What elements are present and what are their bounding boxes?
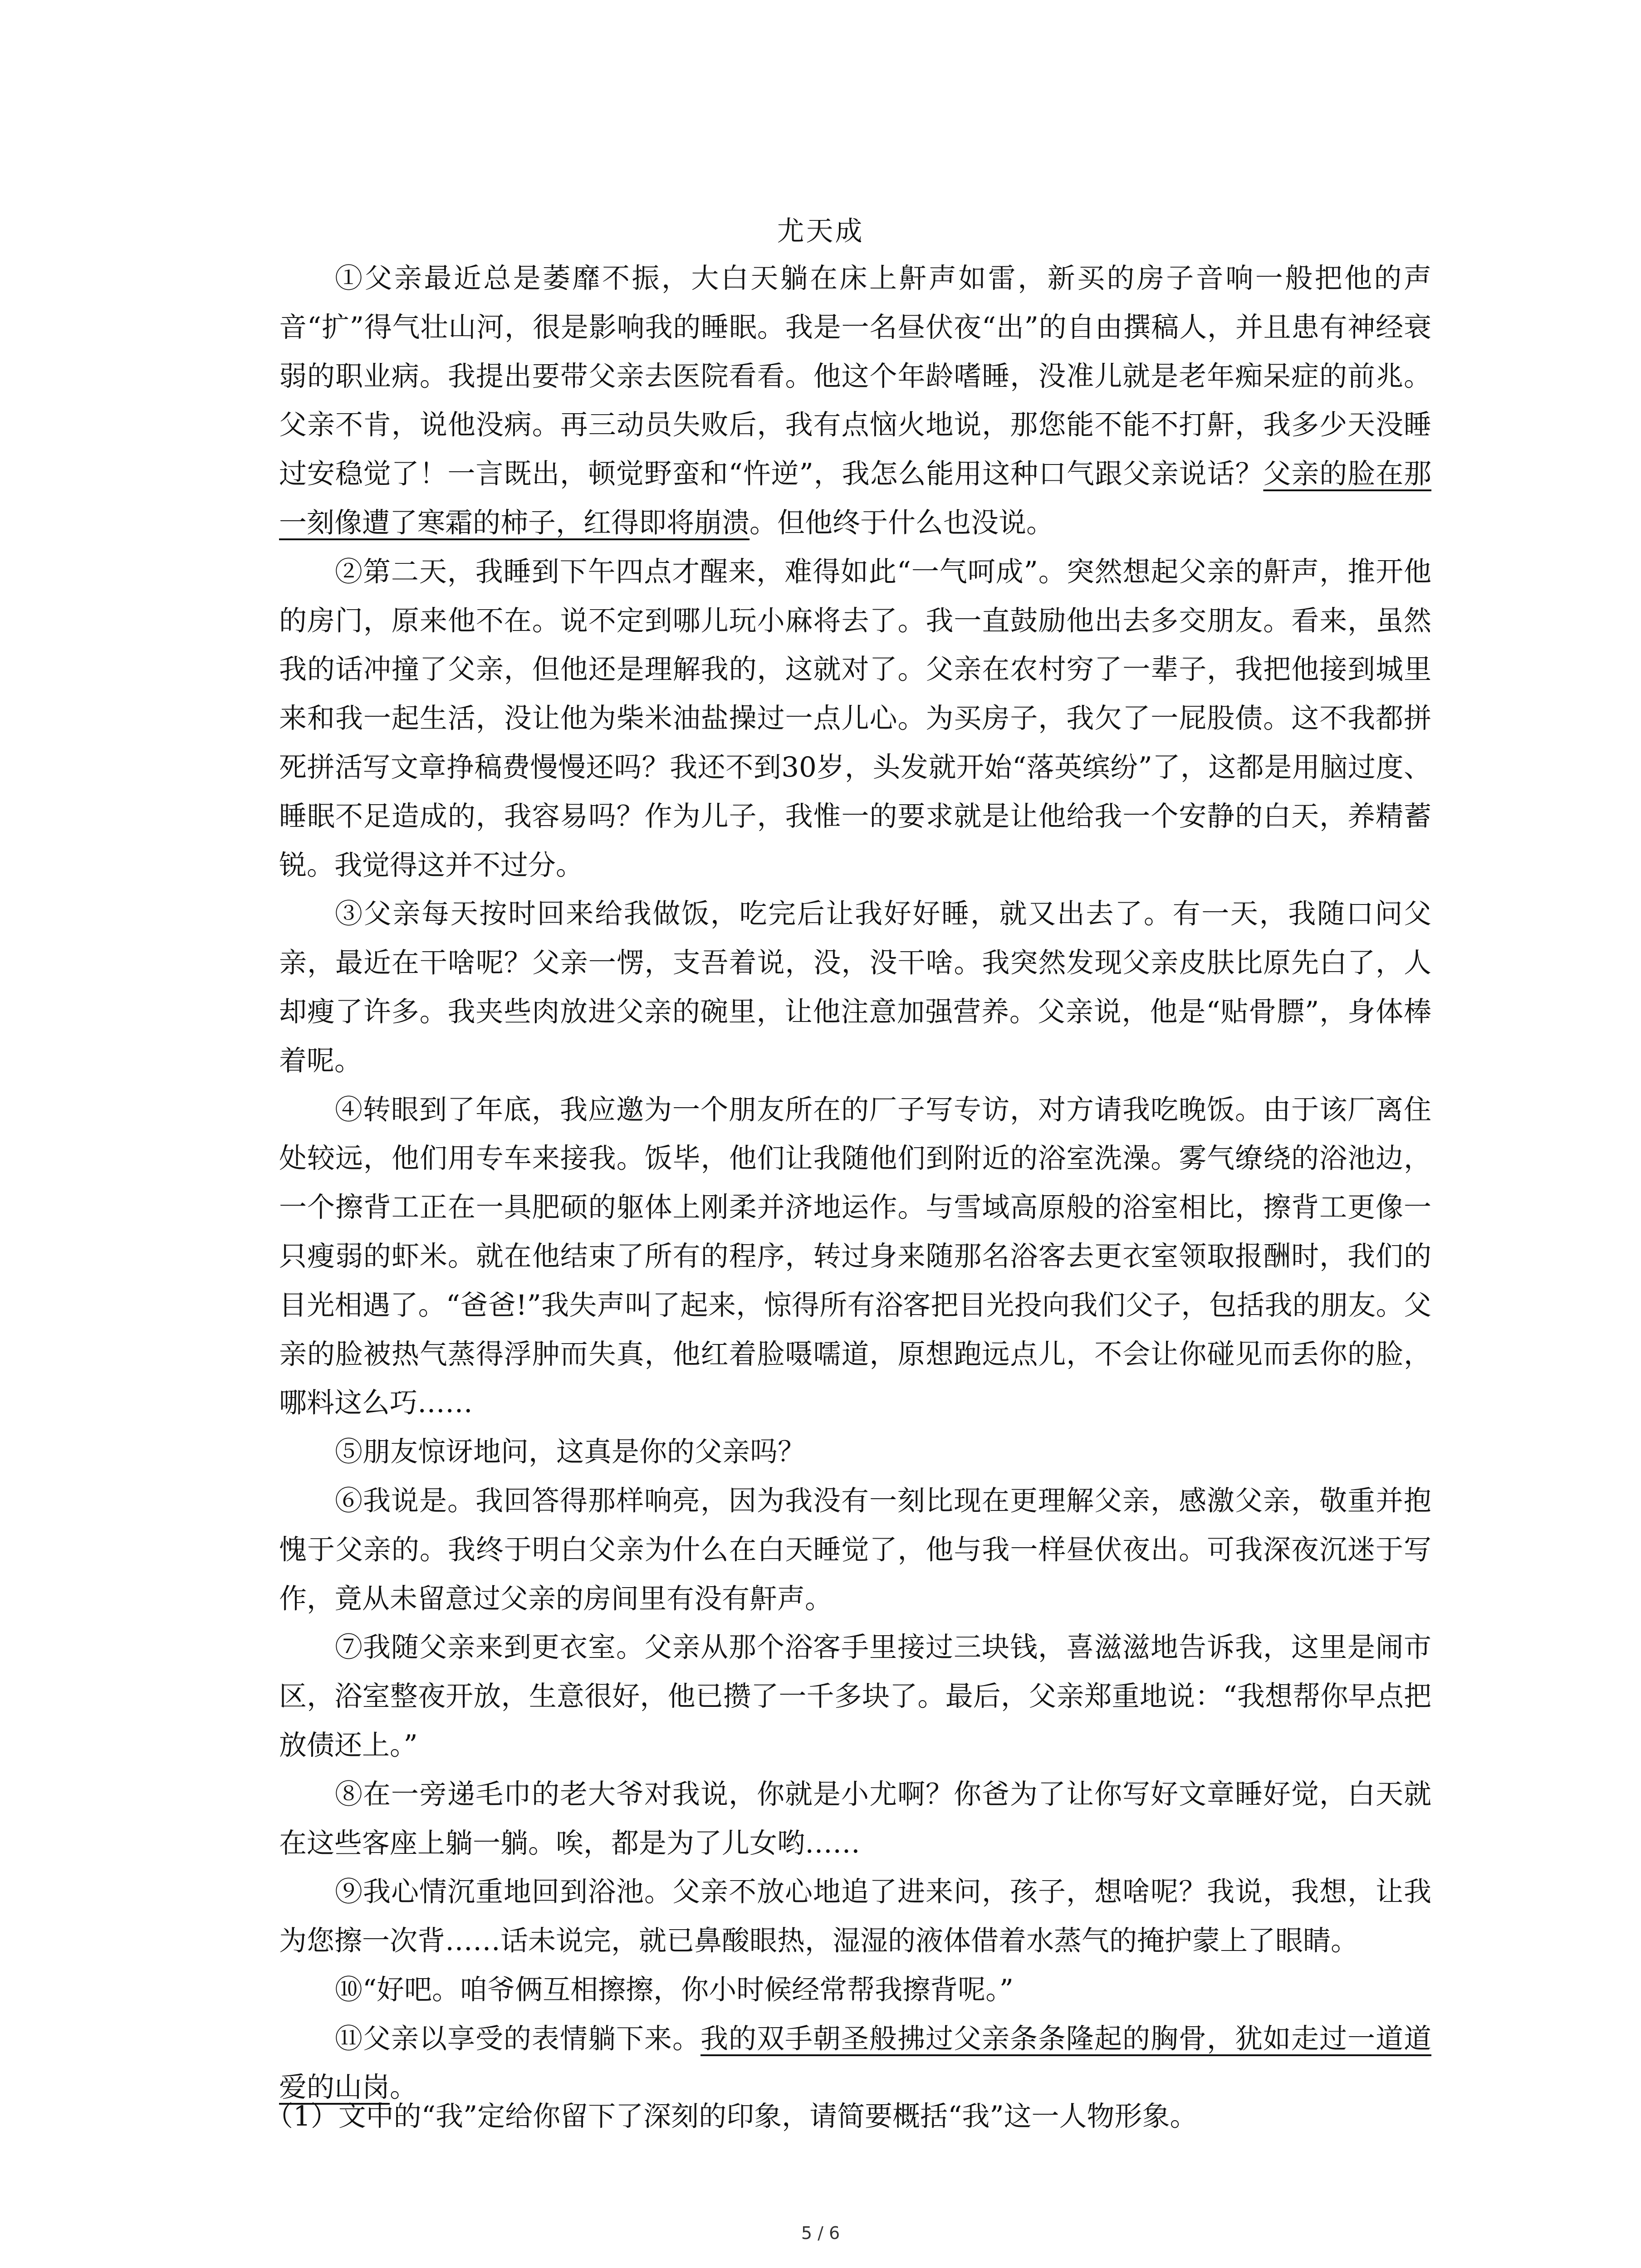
paragraph-9 [279,1867,1431,1965]
paragraph-2 [279,547,1431,890]
paragraph-text: ⑩“好吧。咱爷俩互相擦擦，你小时候经常帮我擦背呢。” [335,1973,1014,2006]
paragraph-text: ⑪父亲以享受的表情躺下来。 [335,2022,700,2055]
paragraph-8 [279,1770,1431,1868]
paragraph-text: ⑧在一旁递毛巾的老大爷对我说，你就是小尤啊？你爸为了让你写好文章睡好觉，白天就在这些客座上躺一躺。唉，都是为了儿女哟…… [279,1778,1431,1859]
paragraph-5 [279,1427,1431,1476]
paragraph-1 [279,254,1431,547]
paragraph-text: ⑦我随父亲来到更衣室。父亲从那个浴客手里接过三块钱，喜滋滋地告诉我，这里是闹市区，浴室整夜开放，生意很好，他已攒了一千多块了。最后，父亲郑重地说：“我想帮你早点把放债还上。” [279,1631,1431,1761]
page-number: 5 / 6 [801,2223,840,2243]
paragraph-3 [279,890,1431,1085]
paragraph-text: ⑨我心情沉重地回到浴池。父亲不放心地追了进来问，孩子，想啥呢？我说，我想，让我为您擦一次背……话未说完，就已鼻酸眼热，湿湿的液体借着水蒸气的掩护蒙上了眼睛。 [279,1876,1431,1957]
author-name: 尤天成 [777,215,864,247]
paragraph-text: ③父亲每天按时回来给我做饭，吃完后让我好好睡，就又出去了。有一天，我随口问父亲，最近在干啥呢？父亲一愣，支吾着说，没，没干啥。我突然发现父亲皮肤比原先白了，人却瘦了许多。我夹些肉放进父亲的碗里，让他注意加强营养。父亲说，他是“贴骨膘”，身体棒着呢。 [279,898,1431,1077]
underlined-sentence: 我的双手朝圣般拂过父亲条条隆起的胸骨，犹如走过一道道爱的山岗 [279,2022,1431,2104]
paragraph-text-end: 。但他终于什么也没说。 [749,506,1054,539]
article-body [279,254,1431,2112]
paragraph-text: ⑤朋友惊讶地问，这真是你的父亲吗？ [335,1436,806,1468]
paragraph-text: ①父亲最近总是萎靡不振，大白天躺在床上鼾声如雷，新买的房子音响一般把他的声音“扩”得气壮山河，很是影响我的睡眠。我是一名昼伏夜“出”的自由撰稿人，并且患有神经衰弱的职业病。我提出要带父亲去医院看看。他这个年龄嗜睡，没准儿就是老年痴呆症的前兆。父亲不肯，说他没病。再三动员失败后，我有点恼火地说，那您能不能不打鼾，我多少天没睡过安稳觉了！一言既出，顿觉野蛮和“忤逆”，我怎么能用这种口气跟父亲说话？ [279,262,1431,490]
paragraph-text-end: 。 [390,2071,418,2104]
paragraph-text: ⑥我说是。我回答得那样响亮，因为我没有一刻比现在更理解父亲，感激父亲，敬重并抱愧于父亲的。我终于明白父亲为什么在白天睡觉了，他与我一样昼伏夜出。可我深夜沉迷于写作，竟从未留意过父亲的房间里有没有鼾声。 [279,1484,1431,1615]
underlined-sentence: 父亲的脸在那一刻像遭了寒霜的柿子，红得即将崩溃 [279,458,1431,539]
paragraph-6 [279,1476,1431,1623]
question-1: （1）文中的“我”定给你留下了深刻的印象，请简要概括“我”这一人物形象。 [265,2100,1198,2132]
paragraph-text: ②第二天，我睡到下午四点才醒来，难得如此“一气呵成”。突然想起父亲的鼾声，推开他的房门，原来他不在。说不定到哪儿玩小麻将去了。我一直鼓励他出去多交朋友。看来，虽然我的话冲撞了父亲，但他还是理解我的，这就对了。父亲在农村穷了一辈子，我把他接到城里来和我一起生活，没让他为柴米油盐操过一点儿心。为买房子，我欠了一屁股债。这不我都拼死拼活写文章挣稿费慢慢还吗？我还不到30岁，头发就开始“落英缤纷”了，这都是用脑过度、睡眠不足造成的，我容易吗？作为儿子，我惟一的要求就是让他给我一个安静的白天，养精蓄锐。我觉得这并不过分。 [279,555,1431,881]
paragraph-10 [279,1965,1431,2014]
paragraph-7 [279,1623,1431,1769]
paragraph-4 [279,1085,1431,1428]
paragraph-text: ④转眼到了年底，我应邀为一个朋友所在的厂子写专访，对方请我吃晚饭。由于该厂离住处较远，他们用专车来接我。饭毕，他们让我随他们到附近的浴室洗澡。雾气缭绕的浴池边，一个擦背工正在一具肥硕的躯体上刚柔并济地运作。与雪域高原般的浴室相比，擦背工更像一只瘦弱的虾米。就在他结束了所有的程序，转过身来随那名浴客去更衣室领取报酬时，我们的目光相遇了。“爸爸!”我失声叫了起来，惊得所有浴客把目光投向我们父子，包括我的朋友。父亲的脸被热气蒸得浮肿而失真，他红着脸嗫嚅道，原想跑远点儿，不会让你碰见而丢你的脸，哪料这么巧…… [279,1093,1431,1419]
